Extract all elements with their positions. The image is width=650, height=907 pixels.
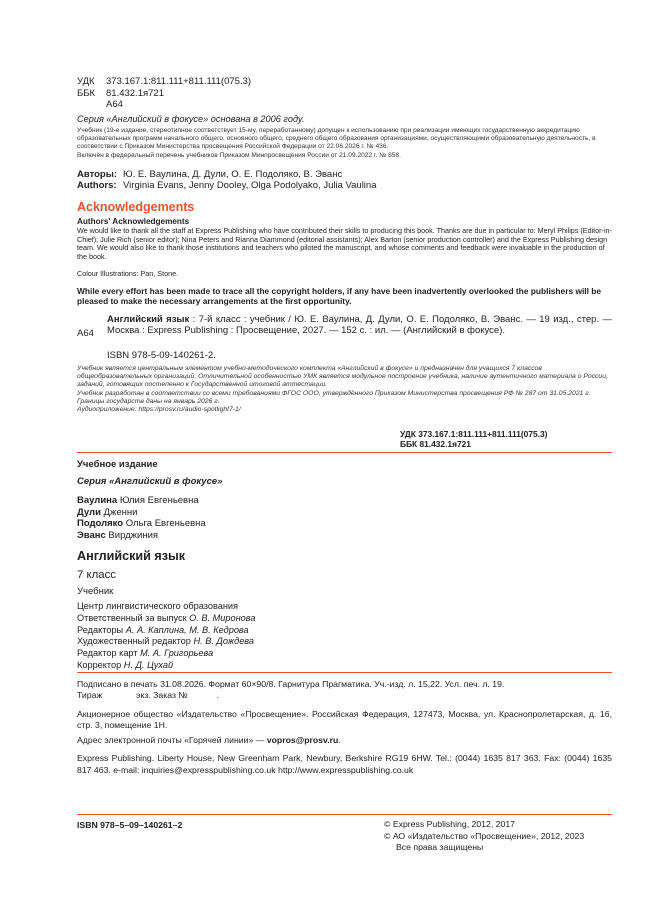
- person-name: Дженни: [103, 506, 138, 518]
- udk-right-block: [400, 429, 612, 450]
- print-line: Тираж экз. Заказ № .: [77, 690, 220, 700]
- divider: [77, 672, 612, 673]
- copyright-block: [384, 819, 584, 854]
- credit-row: [77, 636, 256, 648]
- authors-ru: Ю. Е. Ваулина, Д. Дули, О. Е. Подоляко, В. Эванс: [123, 169, 343, 180]
- udk-label: УДК: [77, 76, 95, 87]
- authors-en: Virginia Evans, Jenny Dooley, Olga Podolyako, Julia Vaulina: [123, 180, 377, 192]
- classification-codes: [77, 76, 251, 111]
- acknowledgements-heading: Acknowledgements: [77, 200, 195, 214]
- copyright-note: While every effort has been made to trace all the copyright holders, if any have been inadvertently overlooked the publishers will be pleased to make the necessary arrangements at the first opportunity.: [77, 286, 602, 307]
- acknowledgements-body: We would like to thank all the staff at Express Publishing who have contributed their skills to producing this book. Thanks are due in particular to: Meryl Philips (Editor-in-Chief); Julie Rich (senior editor); Nina Peters and Rianna Diammond (editorial assistants); Alex Barton (senior production controller) and the Express Publishing design team. We would also like to thank those institutions and teachers who piloted the manuscript, and whose comments and feedback were invaluable in the production of the book.: [77, 226, 612, 261]
- author-mark: А64: [106, 99, 123, 110]
- person-surname: Дули: [77, 506, 101, 518]
- copyright-line: © АО «Издательство «Просвещение», 2012, 2023: [384, 830, 585, 841]
- credit-row: [77, 625, 256, 637]
- series-note: Серия «Английский в фокусе» основана в 2006 году.: [77, 114, 305, 124]
- book-type: Учебник: [77, 586, 114, 597]
- cip-author-mark: А64: [77, 328, 94, 339]
- divider: [77, 452, 612, 453]
- annotation-line: Учебник является центральным элементом учебно-методического комплекта «Английский в фокусе» и предназначен для учащихся 7 классов общеобразовательных организаций. Отличительной особенностью УМК является модульное построение учебника, наличие аутентичного материала о России, заданий, готовящих постепенно к Государственной итоговой аттестации.: [77, 365, 608, 389]
- person-name: Юлия Евгеньевна: [119, 495, 199, 506]
- cip-isbn: ISBN 978-5-09-140261-2.: [107, 350, 216, 361]
- credit-row: [77, 648, 256, 660]
- credit-role: Ответственный за выпуск: [77, 612, 190, 623]
- person-row: [77, 518, 206, 530]
- person-name: Вирджиния: [108, 530, 159, 542]
- authors-block: [77, 169, 612, 191]
- annotation-line: Учебник разработан в соответствии со всеми требованиями ФГОС ООО, утверждённого Приказом Министерства просвещения РФ № 287 от 31.05.2021 г.: [77, 389, 591, 397]
- credit-name: М. А. Григорьева: [140, 648, 214, 659]
- email-address[interactable]: vopros@prosv.ru: [266, 735, 339, 745]
- credit-row: [77, 601, 256, 613]
- bbk-value: 81.432.1я721: [106, 87, 164, 99]
- credit-name: А. А. Каплина, М. В. Кедрова: [125, 624, 249, 635]
- series-title: Серия «Английский в фокусе»: [77, 476, 223, 487]
- bbk-right: ББК 81.432.1я721: [400, 439, 471, 450]
- approval-text: [77, 127, 612, 160]
- book-title: Английский язык: [77, 549, 186, 563]
- person-surname: Эванс: [77, 530, 106, 542]
- annotation: [77, 365, 612, 414]
- copyright-line: © Express Publishing, 2012, 2017: [384, 819, 516, 829]
- cip-title: Английский язык: [107, 314, 190, 325]
- publisher-address: Акционерное общество «Издательство «Просвещение». Российская Федерация, 127473, Москва, ул. Краснопролетарская, д. 16, стр. 3, помещение 1Н.: [77, 709, 612, 730]
- udk-value: 373.167.1:811.111+811.111(075.3): [106, 76, 252, 87]
- credit-role: Редактор карт: [77, 648, 141, 659]
- colour-illustrations: Colour Illustrations: Pan, Stone.: [77, 269, 179, 278]
- credit-row: [77, 613, 256, 625]
- rights-reserved: Все права защищены: [396, 842, 484, 852]
- acknowledgements-subheading: Authors' Acknowledgements: [77, 217, 190, 226]
- credit-role: Корректор: [77, 659, 124, 670]
- credit-role: Художественный редактор: [77, 636, 194, 647]
- print-line: Подписано в печать 31.08.2026. Формат 60×90/8. Гарнитура Прагматика. Уч.-изд. л. 15,22. Усл. печ. л. 19.: [77, 679, 505, 689]
- approval-paragraph-2: Включён в федеральный перечень учебников Приказом Минпросвещения России от 21.09.2022 г. № 858.: [77, 151, 401, 159]
- bbk-label: ББК: [77, 87, 96, 99]
- cip-record: [107, 314, 612, 337]
- credit-row: [77, 660, 256, 672]
- credit-name: О. В. Миронова: [189, 612, 256, 623]
- credits: [77, 601, 256, 672]
- credit-role: Редакторы: [77, 624, 126, 635]
- edition-label: Учебное издание: [77, 459, 158, 470]
- person-row: [77, 530, 206, 542]
- credit-name: Н. Д. Цухай: [123, 659, 174, 670]
- person-row: [77, 495, 206, 507]
- cip-text: : 7-й класс : учебник / Ю. Е. Ваулина, Д. Дули, О. Е. Подоляко, В. Эванс. — 19 изд., стер. — Москва : Express Publishing : Просвещение, 2027. — 152 с. : ил. — (Английский в фокусе).: [107, 314, 612, 337]
- express-publishing-info: Express Publishing. Liberty House, New Greenham Park, Newbury, Berkshire RG19 6HW. Tel.: (0044) 1635 817 363. Fax: (0044) 1635 817 463. e-mail: inquiries@expresspublishing.co.uk http://www.expresspublishing.co.uk: [77, 753, 612, 775]
- email-label: Адрес электронной почты «Горячей линии» —: [77, 735, 267, 745]
- person-row: [77, 507, 206, 519]
- person-surname: Подоляко: [77, 518, 124, 530]
- authors-ru-label: Авторы:: [77, 169, 117, 180]
- print-info: [77, 679, 612, 701]
- hotline-email: [77, 735, 341, 745]
- grade: 7 класс: [77, 569, 116, 581]
- annotation-line: Границы государств даны на январь 2026 г.: [77, 397, 220, 405]
- authors-list: [77, 495, 206, 542]
- email-end: .: [338, 735, 341, 745]
- divider: [77, 814, 612, 815]
- person-name: Ольга Евгеньевна: [125, 518, 206, 530]
- authors-en-label: Authors:: [77, 180, 117, 192]
- udk-right: УДК 373.167.1:811.111+811.111(075.3): [400, 429, 548, 439]
- approval-paragraph: Учебник (19-е издание, стереотипное соответствует 15-му, переработанному) допущен к использованию при реализации имеющих государственную аккредитацию образовательных программ начального общего, основного общего, среднего общего образования организациями, осуществляющими образовательную деятельность, в соответствии с Приказом Министерства просвещения Российской Федерации от 22.06.2026 г. № 436.: [77, 127, 596, 151]
- person-surname: Ваулина: [77, 495, 118, 506]
- credit-role: Центр лингвистического образования: [77, 601, 239, 611]
- isbn-bottom: ISBN 978–5–09–140261–2: [77, 820, 183, 830]
- credit-name: Н. В. Дождева: [193, 636, 255, 647]
- annotation-line: Аудиоприложение: https://prosv.ru/audio-spotlight7-1/: [77, 406, 241, 414]
